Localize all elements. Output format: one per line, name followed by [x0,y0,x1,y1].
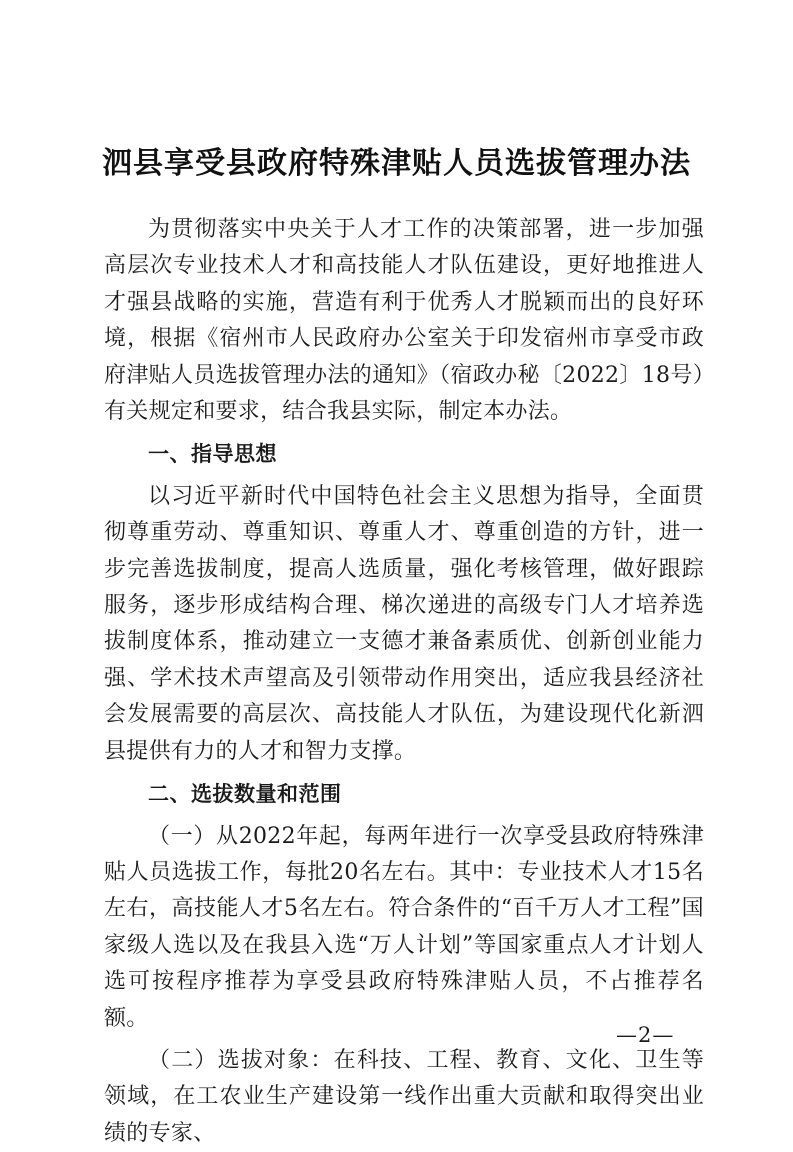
document-title: 泗县享受县政府特殊津贴人员选拔管理办法 [102,146,691,181]
section-heading-quota-and-scope: 二、选拔数量和范围 [148,782,342,807]
page-number: —2— [616,1023,675,1047]
guiding-ideology-paragraph: 以习近平新时代中国特色社会主义思想为指导，全面贯彻尊重劳动、尊重知识、尊重人才、尊重创造的方针，进一步完善选拔制度，提高人选质量，强化考核管理，做好跟踪服务，逐步形成结构合理、梯次递进的高级专门人才培养选拔制度体系，推动建立一支德才兼备素质优、创新创业能力强、学术技术声望高及引领带动作用突出，适应我县经济社会发展需要的高层次、高技能人才队伍，为建设现代化新泗县提供有力的人才和智力支撑。 [104,483,704,764]
selection-target-paragraph: （二）选拔对象：在科技、工程、教育、文化、卫生等领域，在工农业生产建设第一线作出重大贡献和取得突出业绩的专家、 [104,1047,704,1146]
section-heading-guiding-ideology: 一、指导思想 [148,442,277,467]
quota-paragraph: （一）从2022年起，每两年进行一次享受县政府特殊津贴人员选拔工作，每批20名左右。其中：专业技术人才15名左右，高技能人才5名左右。符合条件的“百千万人才工程”国家级人选以及在我县入选“万人计划”等国家重点人才计划人选可按程序推荐为享受县政府特殊津贴人员，不占推荐名额。 [104,823,704,1031]
document-body [104,212,704,1152]
intro-paragraph: 为贯彻落实中央关于人才工作的决策部署，进一步加强高层次专业技术人才和高技能人才队伍建设，更好地推进人才强县战略的实施，营造有利于优秀人才脱颖而出的良好环境，根据《宿州市人民政府办公室关于印发宿州市享受市政府津贴人员选拔管理办法的通知》（宿政办秘〔2022〕18号）有关规定和要求，结合我县实际，制定本办法。 [104,217,704,425]
